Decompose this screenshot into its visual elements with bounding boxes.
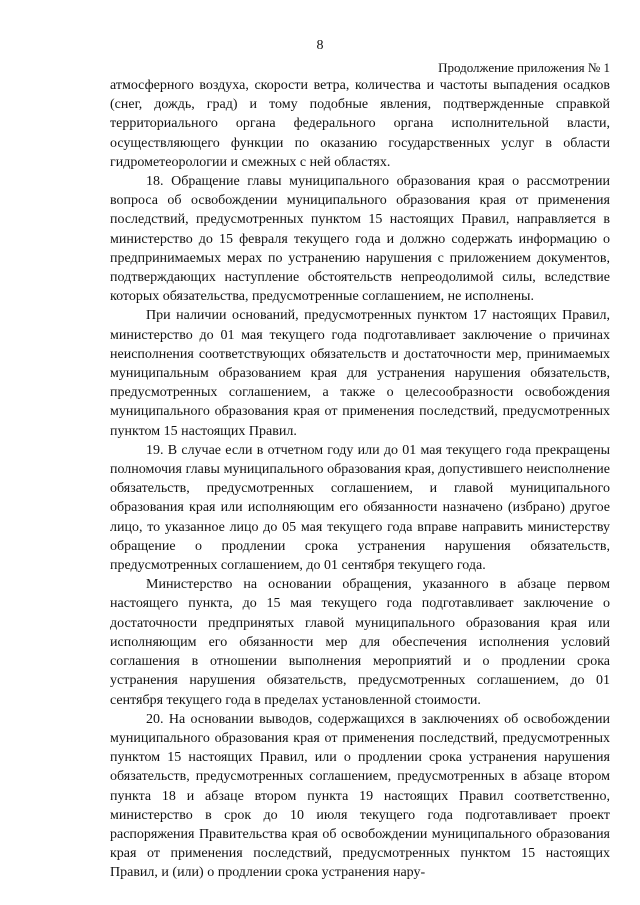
paragraph-continuation: атмосферного воздуха, скорости ветра, количества и частоты выпадения осадков (снег, дождь, град) и тому подобные явления, подтвержденные справкой территориального органа федерального органа исполнительной власти, осуществляющего функции по оказанию государственных услуг в области гидрометеорологии и смежных с ней областях.: [110, 78, 610, 170]
paragraph-item-20: 20. На основании выводов, содержащихся в заключениях об освобождении муниципального образования края от применения последствий, предусмотренных пунктом 15 настоящих Правил, или о продлении срока устранения нарушения обязательств, предусмотренных соглашением, предусмотренных в абзаце втором пункта 18 и абзаце втором пункта 19 настоящих Правил соответственно, министерство в срок до 10 июля текущего года подготавливает проект распоряжения Правительства края об освобождении муниципального образования края от применения последствий, предусмотренных пунктом 15 настоящих Правил, и (или) о продлении срока устранения нару-: [110, 711, 610, 881]
document-body: [110, 76, 610, 883]
paragraph-item-19: 19. В случае если в отчетном году или до 01 мая текущего года прекращены полномочия главы муниципального образования края, допустившего неисполнение обязательств, предусмотренных соглашением, и главой муниципального образования края или исполняющим его обязанности назначено (избрано) другое лицо, то указанное лицо до 05 мая текущего года вправе направить министерству обращение о продлении срока устранения нарушения обязательств, предусмотренных соглашением, до 01 сентября текущего года.: [110, 442, 610, 574]
paragraph-item-18: 18. Обращение главы муниципального образования края о рассмотрении вопроса об освобождении муниципального образования края от применения последствий, предусмотренных пунктом 15 настоящих Правил, направляется в министерство до 15 февраля текущего года и должно содержать информацию о предпринимаемых мерах по устранению нарушения с приложением документов, подтверждающих наступление обстоятельств непреодолимой силы, вследствие которых обязательства, предусмотренные соглашением, не исполнены.: [110, 174, 610, 305]
page-number: 8: [316, 38, 324, 53]
paragraph-item-19-ministry: Министерство на основании обращения, указанного в абзаце первом настоящего пункта, до 15 мая текущего года подготавливает заключение о достаточности предпринятых главой муниципального образования края или исполняющим его обязанности мер для обеспечения исполнения условий соглашения в отношении выполнения мероприятий и о продлении срока устранения нарушения обязательств, предусмотренных соглашением, до 01 сентября текущего года в пределах установленной стоимости.: [110, 577, 610, 708]
paragraph-item-18-conclusion: При наличии оснований, предусмотренных пунктом 17 настоящих Правил, министерство до 01 мая текущего года подготавливает заключение о причинах неисполнения соответствующих обязательств и достаточности мер, принимаемых муниципальным образованием края для устранения нарушения обязательств, предусмотренных соглашением, а также о целесообразности освобождения муниципального образования края от применения последствий, предусмотренных пунктом 15 настоящих Правил.: [110, 308, 610, 439]
appendix-note: Продолжение приложения № 1: [438, 60, 610, 75]
